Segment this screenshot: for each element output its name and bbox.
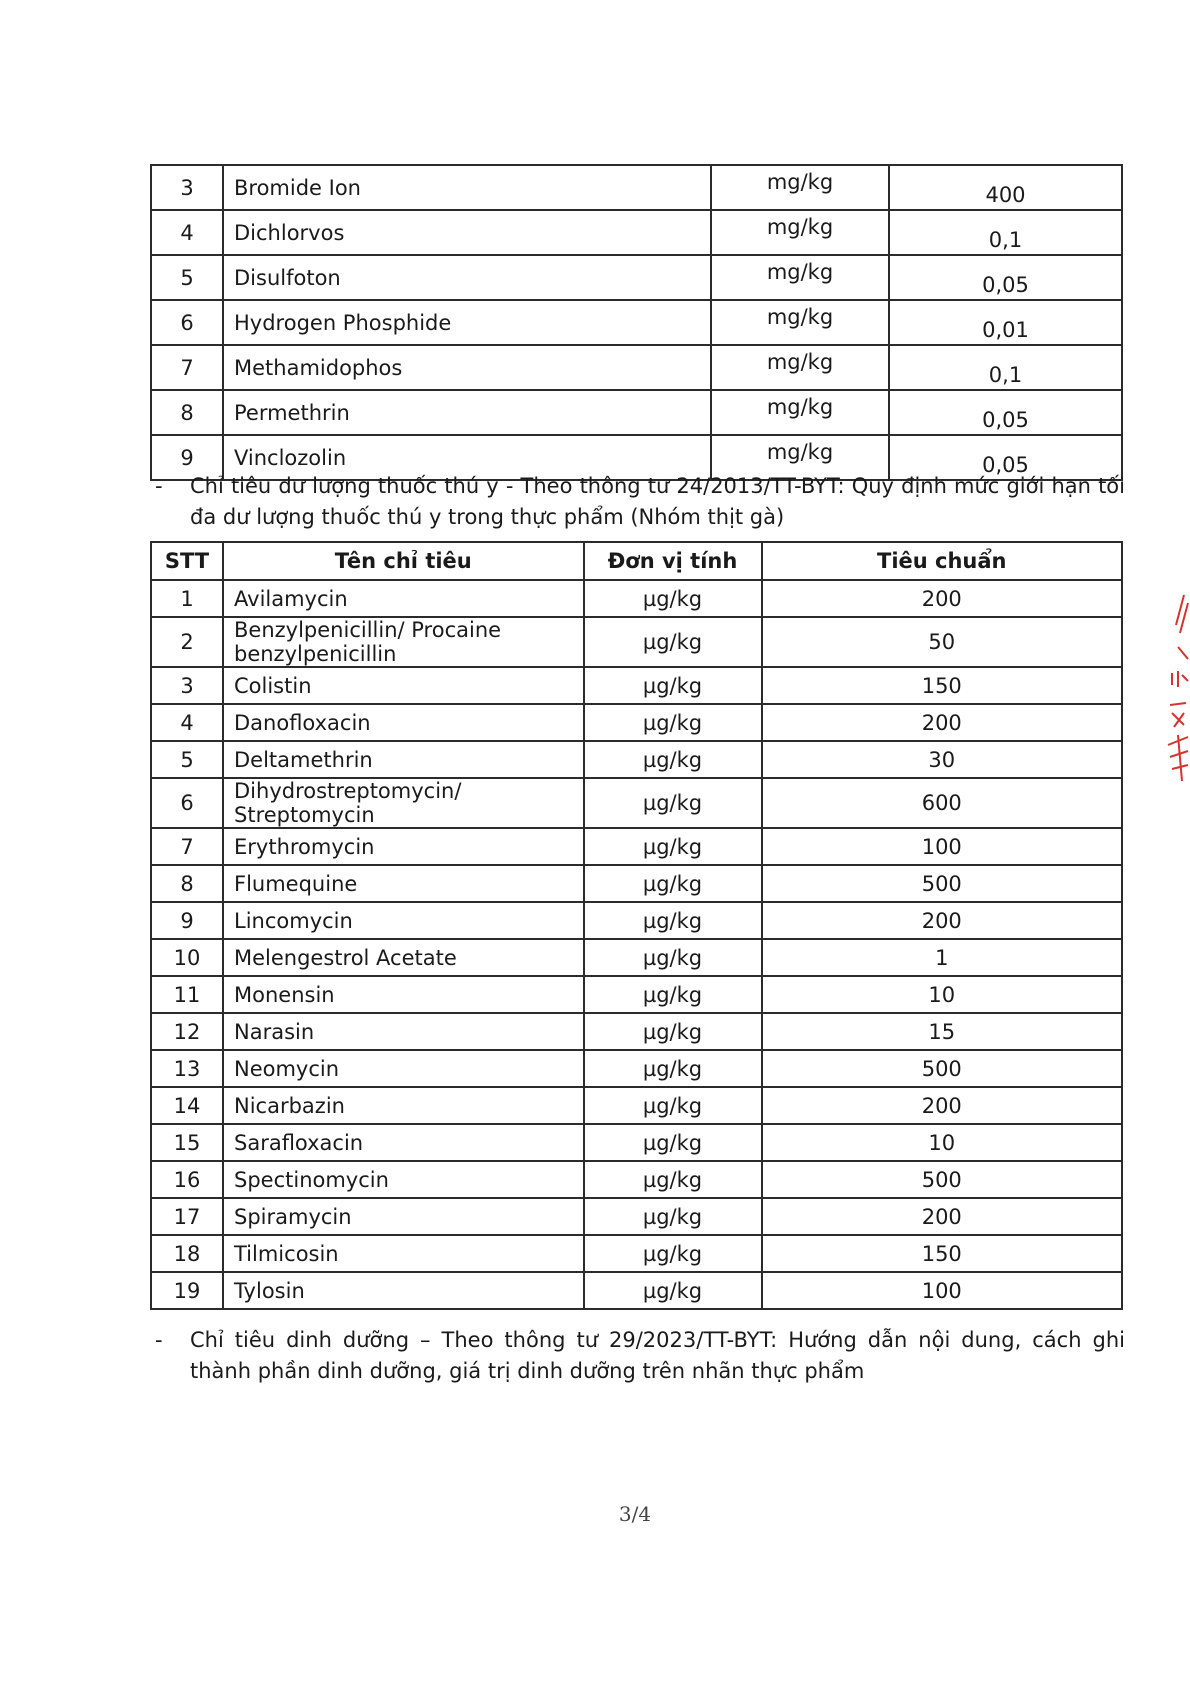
stt-cell: 4 (151, 210, 223, 255)
name-cell: Neomycin (223, 1050, 584, 1087)
table-row (151, 255, 1122, 300)
name-cell: Bromide Ion (223, 165, 711, 210)
veterinary-table-body (151, 580, 1122, 1309)
name-cell: Tylosin (223, 1272, 584, 1309)
stt-cell: 14 (151, 1087, 223, 1124)
standard-cell: 0,1 (889, 210, 1122, 255)
table-row (151, 741, 1122, 778)
standard-cell: 200 (762, 704, 1123, 741)
standard-cell: 100 (762, 1272, 1123, 1309)
name-cell: Avilamycin (223, 580, 584, 617)
table-row (151, 1161, 1122, 1198)
name-cell: Methamidophos (223, 345, 711, 390)
pesticide-table-body (151, 165, 1122, 480)
unit-cell: µg/kg (584, 580, 762, 617)
name-cell: Monensin (223, 976, 584, 1013)
table-row (151, 667, 1122, 704)
unit-cell: mg/kg (711, 255, 889, 300)
stt-cell: 16 (151, 1161, 223, 1198)
header-unit: Đơn vị tính (584, 542, 762, 580)
name-cell: Vinclozolin (223, 435, 711, 480)
stt-cell: 7 (151, 345, 223, 390)
header-standard: Tiêu chuẩn (762, 542, 1123, 580)
name-cell: Permethrin (223, 390, 711, 435)
unit-cell: µg/kg (584, 865, 762, 902)
standard-cell: 100 (762, 828, 1123, 865)
standard-cell: 10 (762, 976, 1123, 1013)
table-row (151, 390, 1122, 435)
stt-cell: 13 (151, 1050, 223, 1087)
name-cell: Melengestrol Acetate (223, 939, 584, 976)
name-cell: Spiramycin (223, 1198, 584, 1235)
stt-cell: 1 (151, 580, 223, 617)
table-row (151, 165, 1122, 210)
name-cell: Dichlorvos (223, 210, 711, 255)
name-cell: Lincomycin (223, 902, 584, 939)
name-cell: Flumequine (223, 865, 584, 902)
unit-cell: µg/kg (584, 976, 762, 1013)
standard-cell: 200 (762, 902, 1123, 939)
unit-cell: µg/kg (584, 778, 762, 828)
unit-cell: µg/kg (584, 1161, 762, 1198)
unit-cell: mg/kg (711, 390, 889, 435)
table-row (151, 580, 1122, 617)
stt-cell: 6 (151, 778, 223, 828)
name-cell: Hydrogen Phosphide (223, 300, 711, 345)
header-stt: STT (151, 542, 223, 580)
unit-cell: µg/kg (584, 1235, 762, 1272)
standard-cell: 150 (762, 1235, 1123, 1272)
standard-cell: 30 (762, 741, 1123, 778)
bullet-dash: - (155, 1328, 163, 1352)
standard-cell: 15 (762, 1013, 1123, 1050)
stt-cell: 9 (151, 435, 223, 480)
stt-cell: 7 (151, 828, 223, 865)
stt-cell: 5 (151, 255, 223, 300)
standard-cell: 0,05 (889, 390, 1122, 435)
standard-cell: 500 (762, 1161, 1123, 1198)
unit-cell: µg/kg (584, 828, 762, 865)
stt-cell: 18 (151, 1235, 223, 1272)
table-row (151, 828, 1122, 865)
table-row (151, 704, 1122, 741)
standard-cell: 0,01 (889, 300, 1122, 345)
standard-cell: 500 (762, 1050, 1123, 1087)
name-cell: Narasin (223, 1013, 584, 1050)
table-row (151, 1272, 1122, 1309)
stt-cell: 12 (151, 1013, 223, 1050)
name-cell: Benzylpenicillin/ Procaine benzylpenicillin (223, 617, 584, 667)
table-row (151, 902, 1122, 939)
bullet-dash: - (155, 474, 163, 498)
veterinary-residue-note (150, 471, 1125, 533)
stt-cell: 5 (151, 741, 223, 778)
stt-cell: 11 (151, 976, 223, 1013)
table-row (151, 617, 1122, 667)
standard-cell: 600 (762, 778, 1123, 828)
stt-cell: 17 (151, 1198, 223, 1235)
stt-cell: 3 (151, 165, 223, 210)
stt-cell: 4 (151, 704, 223, 741)
name-cell: Tilmicosin (223, 1235, 584, 1272)
nutrition-note (150, 1325, 1125, 1387)
table-header (151, 542, 1122, 580)
name-cell: Dihydrostreptomycin/ Streptomycin (223, 778, 584, 828)
standard-cell: 1 (762, 939, 1123, 976)
unit-cell: mg/kg (711, 300, 889, 345)
unit-cell: µg/kg (584, 902, 762, 939)
stt-cell: 10 (151, 939, 223, 976)
unit-cell: µg/kg (584, 1087, 762, 1124)
stt-cell: 6 (151, 300, 223, 345)
table-row (151, 778, 1122, 828)
standard-cell: 150 (762, 667, 1123, 704)
standard-cell: 400 (889, 165, 1122, 210)
note-text: Chỉ tiêu dư lượng thuốc thú y - Theo thông tư 24/2013/TT-BYT: Quy định mức giới hạn tối đa dư lượng thuốc thú y trong thực phẩm (Nhóm thịt gà) (190, 474, 1125, 529)
stt-cell: 8 (151, 865, 223, 902)
red-stamp-fragment (1158, 585, 1190, 790)
stt-cell: 15 (151, 1124, 223, 1161)
name-cell: Deltamethrin (223, 741, 584, 778)
stt-cell: 19 (151, 1272, 223, 1309)
unit-cell: µg/kg (584, 1198, 762, 1235)
standard-cell: 200 (762, 1198, 1123, 1235)
name-cell: Danofloxacin (223, 704, 584, 741)
unit-cell: mg/kg (711, 210, 889, 255)
standard-cell: 10 (762, 1124, 1123, 1161)
table-row (151, 1198, 1122, 1235)
name-cell: Nicarbazin (223, 1087, 584, 1124)
table-row (151, 976, 1122, 1013)
stt-cell: 8 (151, 390, 223, 435)
unit-cell: µg/kg (584, 939, 762, 976)
standard-cell: 0,05 (889, 255, 1122, 300)
pesticide-residue-table (150, 164, 1123, 481)
unit-cell: mg/kg (711, 435, 889, 480)
standard-cell: 0,05 (889, 435, 1122, 480)
name-cell: Erythromycin (223, 828, 584, 865)
stt-cell: 9 (151, 902, 223, 939)
table-row (151, 345, 1122, 390)
stt-cell: 2 (151, 617, 223, 667)
name-cell: Spectinomycin (223, 1161, 584, 1198)
veterinary-drug-residue-table (150, 541, 1123, 1310)
table-row (151, 1050, 1122, 1087)
table-row (151, 1235, 1122, 1272)
table-row (151, 1124, 1122, 1161)
unit-cell: µg/kg (584, 1013, 762, 1050)
unit-cell: µg/kg (584, 1272, 762, 1309)
page-number: 3/4 (618, 1502, 652, 1526)
header-name: Tên chỉ tiêu (223, 542, 584, 580)
standard-cell: 200 (762, 580, 1123, 617)
note-text: Chỉ tiêu dinh dưỡng – Theo thông tư 29/2023/TT-BYT: Hướng dẫn nội dung, cách ghi thành phần dinh dưỡng, giá trị dinh dưỡng trên nhãn thực phẩm (190, 1328, 1125, 1383)
unit-cell: µg/kg (584, 617, 762, 667)
stt-cell: 3 (151, 667, 223, 704)
unit-cell: µg/kg (584, 741, 762, 778)
standard-cell: 200 (762, 1087, 1123, 1124)
table-row (151, 300, 1122, 345)
table-row (151, 865, 1122, 902)
unit-cell: µg/kg (584, 1050, 762, 1087)
table-row (151, 939, 1122, 976)
standard-cell: 50 (762, 617, 1123, 667)
unit-cell: µg/kg (584, 1124, 762, 1161)
standard-cell: 0,1 (889, 345, 1122, 390)
table-row (151, 210, 1122, 255)
table-row (151, 1013, 1122, 1050)
unit-cell: µg/kg (584, 667, 762, 704)
name-cell: Sarafloxacin (223, 1124, 584, 1161)
name-cell: Disulfoton (223, 255, 711, 300)
unit-cell: mg/kg (711, 345, 889, 390)
table-row (151, 1087, 1122, 1124)
standard-cell: 500 (762, 865, 1123, 902)
name-cell: Colistin (223, 667, 584, 704)
unit-cell: µg/kg (584, 704, 762, 741)
unit-cell: mg/kg (711, 165, 889, 210)
header-row (151, 542, 1122, 580)
